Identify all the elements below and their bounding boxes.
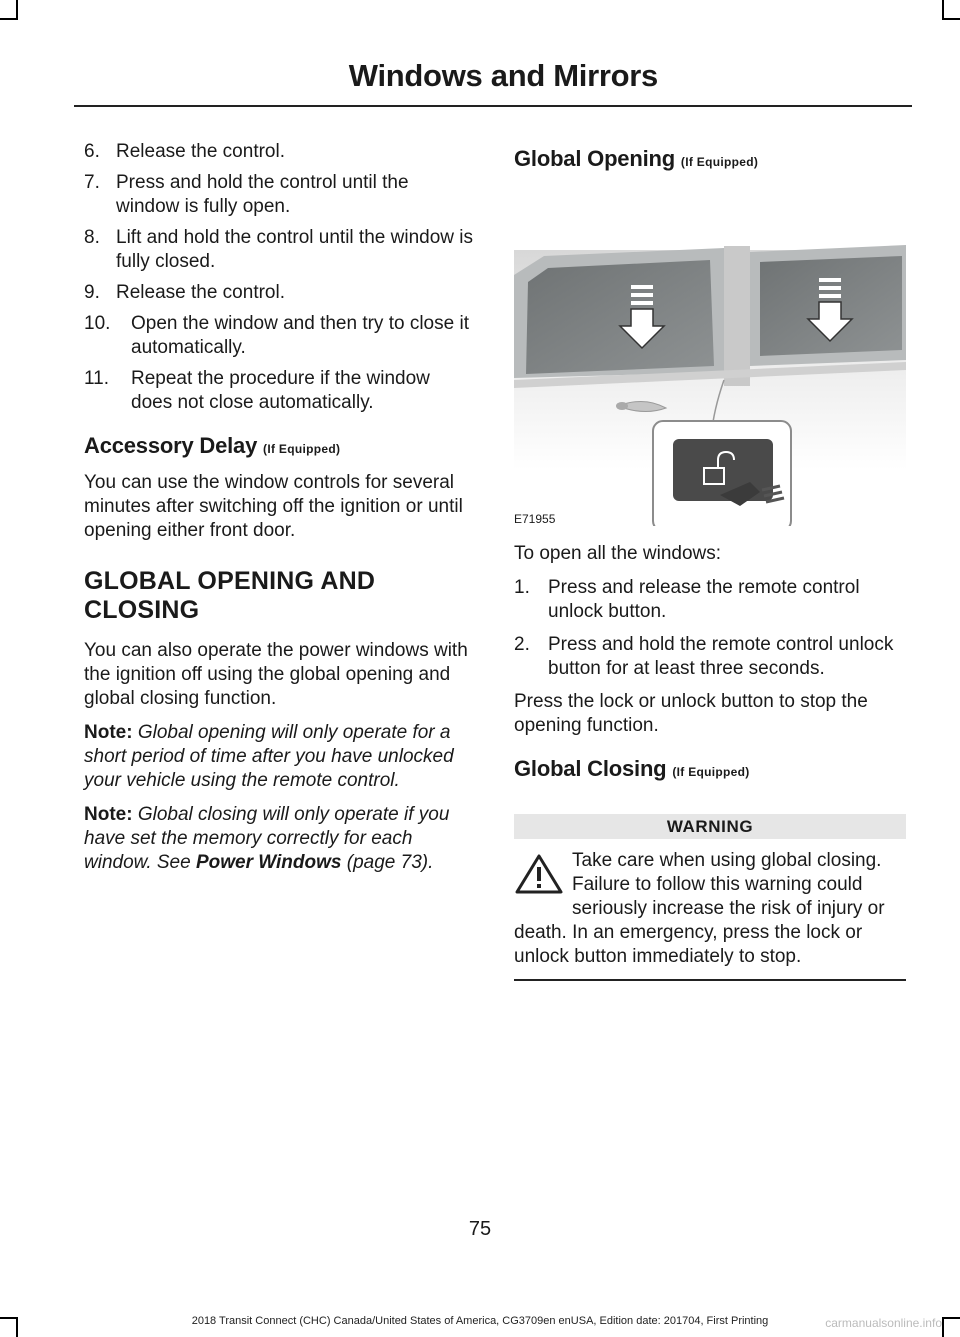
list-item	[514, 576, 906, 624]
open-intro: To open all the windows:	[514, 543, 722, 564]
power-windows-link[interactable]: Power Windows	[195, 852, 342, 873]
left-column	[84, 140, 474, 885]
open-steps	[514, 576, 906, 681]
note-label: Note:	[84, 722, 133, 743]
right-column	[514, 140, 906, 981]
global-closing-heading	[514, 756, 906, 782]
step-number: 9.	[84, 282, 100, 303]
section-heading-line: CLOSING	[84, 596, 200, 624]
step-text: Release the control.	[116, 282, 285, 303]
list-item	[84, 226, 474, 274]
step-number: 1.	[514, 577, 530, 598]
page-number: 75	[468, 1218, 492, 1240]
warning-triangle-icon	[514, 853, 564, 895]
step-text: Press and release the remote control unlock button.	[548, 577, 860, 622]
step-text: Press and hold the remote control unlock button for at least three seconds.	[548, 634, 894, 679]
list-item	[84, 281, 474, 305]
list-item	[84, 140, 474, 164]
list-item	[514, 633, 906, 681]
watermark: carmanualsonline.info	[825, 1316, 942, 1330]
global-opening-heading	[514, 146, 906, 172]
vehicle-windows-illustration	[514, 190, 906, 526]
heading-text: Accessory Delay	[84, 433, 258, 458]
global-intro: You can also operate the power windows with the ignition off using the global opening and global closing function.	[84, 640, 468, 709]
section-heading-line: GLOBAL OPENING AND	[84, 567, 376, 595]
if-equipped-label: (If Equipped)	[672, 765, 750, 779]
if-equipped-label: (If Equipped)	[263, 442, 341, 456]
if-equipped-label: (If Equipped)	[680, 155, 759, 169]
heading-text: Global Closing	[514, 756, 667, 781]
warning-text: Take care when using global closing. Failure to follow this warning could seriously increase the risk of injury or death. In an emergency, press the lock or unlock button immediately to stop.	[514, 850, 885, 967]
list-item	[84, 171, 474, 219]
note-paragraph	[84, 721, 474, 793]
warning-box	[514, 849, 906, 969]
accessory-delay-body: You can use the window controls for several minutes after switching off the ignition or until opening either front door.	[84, 472, 463, 541]
step-number: 11.	[84, 368, 110, 389]
warning-label: WARNING	[514, 814, 906, 839]
procedure-steps	[84, 140, 474, 415]
step-number: 6.	[84, 141, 100, 162]
list-item	[84, 312, 474, 360]
figure-code: E71955	[514, 512, 556, 526]
page-reference: (page 73).	[346, 852, 434, 873]
note-text: Global closing will only operate if you have set the memory correctly for each window. See	[84, 804, 450, 873]
stop-text: Press the lock or unlock button to stop the opening function.	[514, 691, 868, 736]
note-text: Global opening will only operate for a short period of time after you have unlocked your vehicle using the remote control.	[84, 722, 454, 791]
accessory-delay-heading	[84, 433, 474, 459]
crop-mark	[0, 18, 18, 20]
step-number: 2.	[514, 634, 530, 655]
page-title: Windows and Mirrors	[348, 58, 658, 93]
step-text: Lift and hold the control until the window is fully closed.	[116, 227, 473, 272]
step-text: Release the control.	[116, 141, 285, 162]
step-text: Repeat the procedure if the window does not close automatically.	[131, 368, 430, 413]
note-paragraph	[84, 803, 474, 875]
crop-mark	[942, 18, 960, 20]
step-number: 7.	[84, 172, 100, 193]
crop-mark	[942, 0, 944, 20]
warning-rule	[514, 979, 906, 981]
step-text: Press and hold the control until the window is fully open.	[116, 172, 409, 217]
step-number: 8.	[84, 227, 100, 248]
header-rule	[74, 105, 912, 107]
heading-text: Global Opening	[514, 146, 675, 171]
footer-text: 2018 Transit Connect (CHC) Canada/United States of America, CG3709en enUSA, Edition date: 201704, First Printing	[191, 1315, 769, 1327]
global-opening-figure	[514, 190, 906, 526]
step-number: 10.	[84, 313, 111, 334]
step-text: Open the window and then try to close it automatically.	[131, 313, 469, 358]
note-label: Note:	[84, 804, 133, 825]
section-heading	[84, 567, 474, 625]
list-item	[84, 367, 474, 415]
crop-mark	[16, 0, 18, 20]
